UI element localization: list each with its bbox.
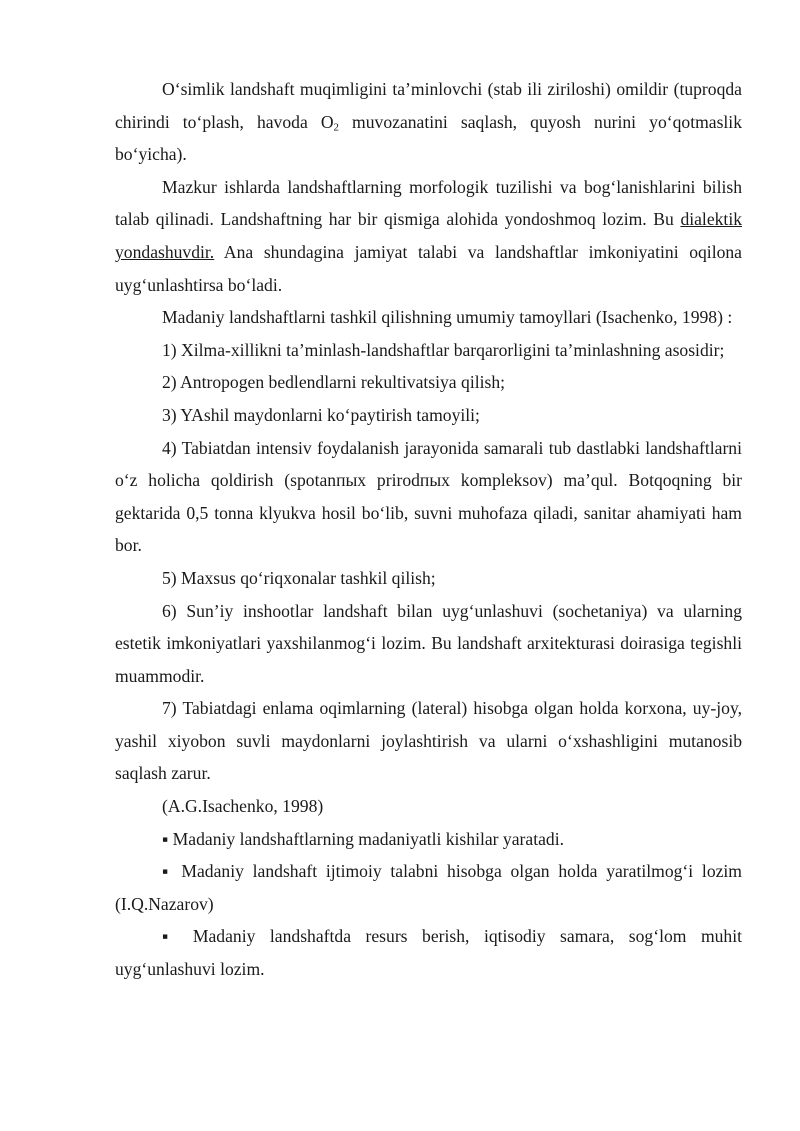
paragraph-principles-intro: Madaniy landshaftlarni tashkil qilishning umumiy tamoyllari (Isachenko, 1998) :: [162, 307, 733, 328]
document-body: [115, 73, 742, 986]
list-item-1: 1) Xilma-xillikni ta’minlash-landshaftlar barqarorligini ta’minlashning asosidir;: [162, 339, 725, 360]
underlined-phrase: dialektik yondashuvdir.: [115, 209, 742, 262]
list-item-4: 4) Tabiatdan intensiv foydalanish jarayonida samarali tub dastlabki landshaftlarni o‘z holicha qoldirish (spotanпых prirodпых kompleksov) ma’qul. Botqoqning bir gektarida 0,5 tonna klyukva hosil bo‘lib, suvni muhofaza qiladi, sanitar ahamiyati ham bor.: [115, 437, 742, 556]
list-item-5: 5) Maxsus qo‘riqxonalar tashkil qilish;: [162, 567, 436, 588]
list-item-6: 6) Sun’iy inshootlar landshaft bilan uyg‘unlashuvi (sochetaniya) va ularning estetik imkoniyatlari yaxshilanmog‘i lozim. Bu landshaft arxitekturasi doirasiga tegishli muammodir.: [115, 600, 742, 686]
citation: (A.G.Isachenko, 1998): [162, 796, 324, 817]
paragraph-morphology: Mazkur ishlarda landshaftlarning morfologik tuzilishi va bog‘lanishlarini bilish talab qilinadi. Landshaftning har bir qismiga alohida yondoshmoq lozim. Bu dialektik yondashuvdir. Ana shundagina jamiyat talabi va landshaftlar imkoniyatini oqilona uyg‘unlashtirsa bo‘ladi.: [115, 176, 742, 295]
list-item-2: 2) Antropogen bedlendlarni rekultivatsiya qilish;: [162, 372, 506, 393]
bullet-item-2: ▪ Madaniy landshaft ijtimoiy talabni hisobga olgan holda yaratilmog‘i lozim (I.Q.Nazarov): [115, 861, 742, 914]
bullet-item-3: ▪ Madaniy landshaftda resurs berish, iqtisodiy samara, sog‘lom muhit uyg‘unlashuvi lozim.: [115, 926, 742, 980]
subscript-2: 2: [333, 121, 339, 134]
list-item-7: 7) Tabiatdagi enlama oqimlarning (lateral) hisobga olgan holda korxona, uy-joy, yashil xiyobon suvli maydonlarni joylashtirish va ularni o‘xshashligini mutanosib saqlash zarur.: [115, 698, 742, 784]
paragraph-plant-stability: O‘simlik landshaft muqimligini ta’minlovchi (stab ili ziriloshi) omildir (tuproqda chirindi to‘plash, havoda $O_2$ muvozanatini saqlash, quyosh nurini yo‘qotmaslik bo‘yicha).: [115, 79, 742, 165]
list-item-3: 3) YAshil maydonlarni ko‘paytirish tamoyili;: [162, 404, 480, 425]
bullet-item-1: ▪ Madaniy landshaftlarning madaniyatli kishilar yaratadi.: [162, 828, 564, 849]
